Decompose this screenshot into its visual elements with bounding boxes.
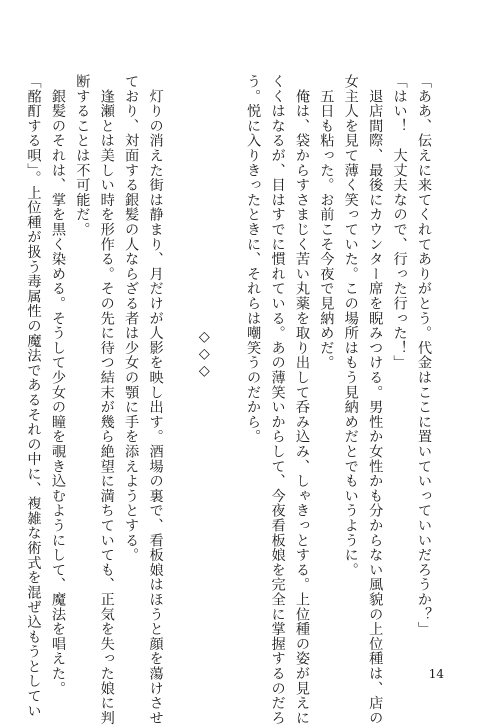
text-line: 逢瀬とは美しい時を形作る。その先に待つ結末が幾ら絶望に満ちていても、正気を失った娘に判	[98, 74, 115, 725]
text-line: くくはなるが、目はすでに慣れている。あの薄笑いからして、今夜看板娘を完全に掌握するのだろ	[269, 74, 286, 725]
scene-break-marker: ◇◇◇	[196, 328, 213, 380]
text-line: 「ああ、伝えに来てくれてありがとう。代金はここに置いていっていいだろうか？」	[416, 74, 432, 637]
page-number: 14	[428, 667, 444, 681]
text-line: 灯りの消えた街は静まり、月だけが人影を映し出す。酒場の裏で、看板娘はほうと顔を蕩けさせ	[147, 74, 164, 725]
blank-line	[168, 74, 192, 634]
text-line: 俺は、袋からすさまじく苦い丸薬を取り出して呑み込み、しゃきっとする。上位種の姿が見えに	[293, 74, 310, 725]
text-line: 「はい！ 大丈夫なので、行った行った！」	[391, 74, 408, 370]
blank-line	[216, 74, 240, 634]
text-line: 「酩酊する唄」。上位種が扱う毒属性の魔法であるそれの中に、複雑な術式を混ぜ込もうとしてい	[25, 74, 42, 719]
text-line: ており、対面する銀髪の人ならざる者は少女の顎に手を添えようとする。	[123, 74, 140, 563]
text-line: 女主人を見て薄く笑っていた。この場所はもう見納めだとでもいうように。	[342, 74, 359, 578]
text-line: 退店間際、最後にカウンター席を睨みつける。男性か女性かも分からない風貌の上位種は、店の	[367, 74, 384, 725]
text-line: 銀髪のそれは、掌を黒く染める。そうして少女の瞳を覗き込むようにして、魔法を唱えた。	[49, 74, 66, 696]
text-line: う。悦に入りきったときに、それらは嘲笑うのだから。	[245, 74, 262, 444]
text-line: 五日も粘った。お前こそ今夜で見納めだ。	[318, 74, 335, 370]
text-line: 断することは不可能だ。	[74, 74, 91, 237]
